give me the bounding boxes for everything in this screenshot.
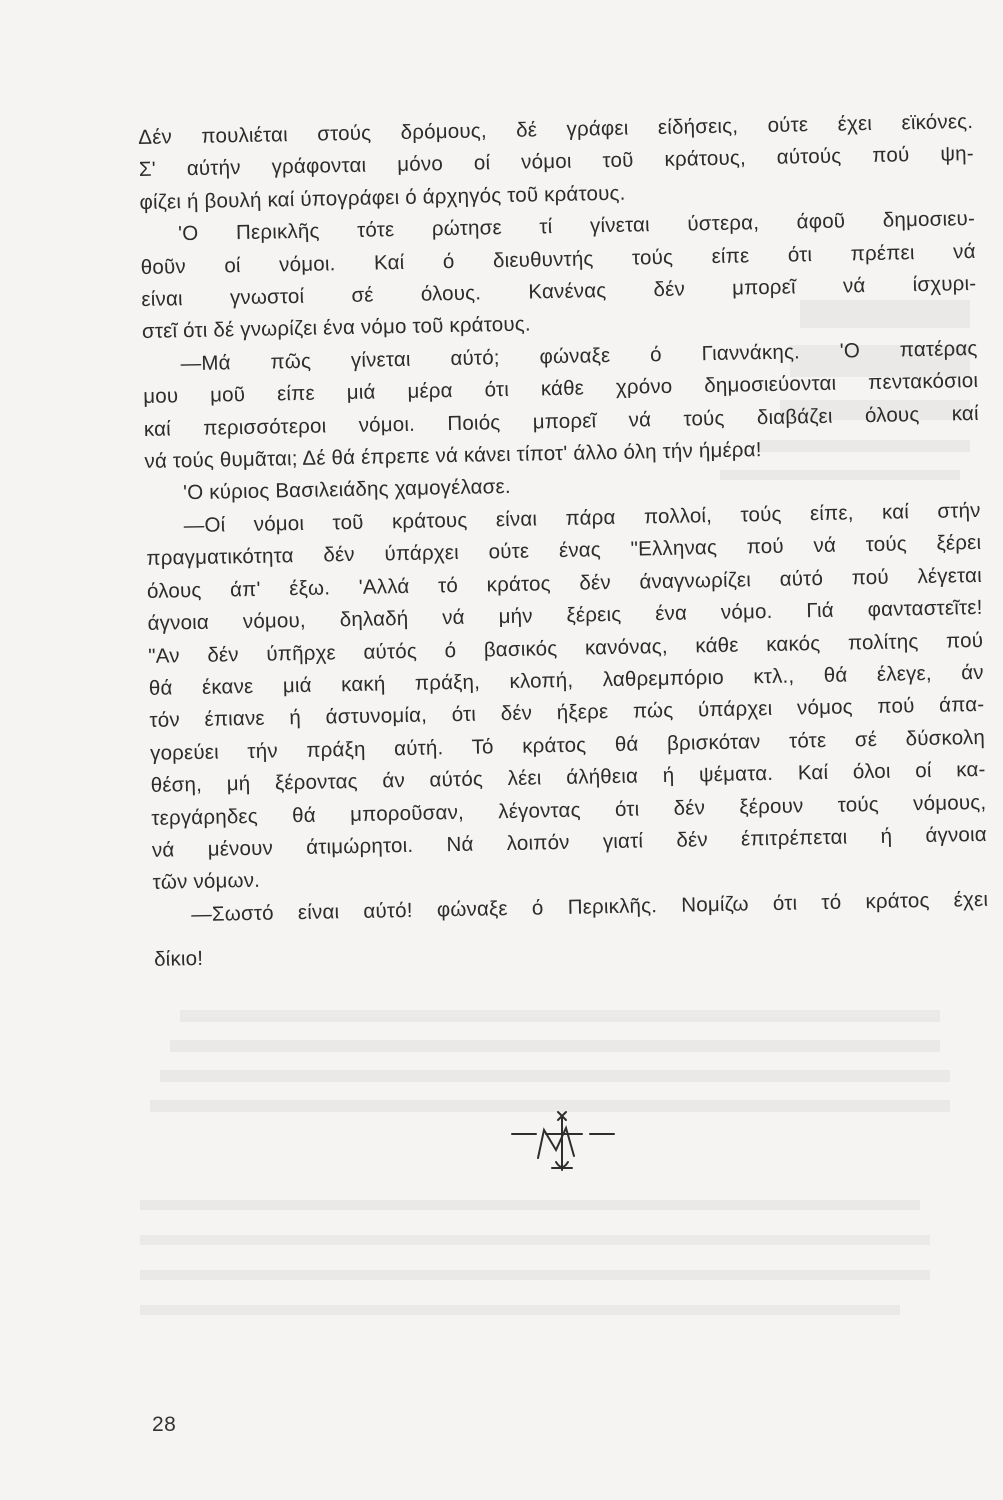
text-line: τῶν νόμων.: [152, 869, 261, 895]
text-line: νά τούς θυμᾶται; Δέ θά έπρεπε νά κάνει τίποτ' άλλο όλη τήν ήμέρα!: [144, 438, 762, 473]
text-line: καί περισσότεροι νόμοι. Ποιός μπορεῖ νά τούς διαβάζει όλους καί: [143, 401, 979, 441]
text-line: δίκιο!: [153, 947, 204, 971]
text-line: 'Ο Περικλῆς τότε ρώτησε τί γίνεται ύστερα, άφοῦ δημοσιευ-: [177, 207, 976, 246]
monogram-ornament-icon: [508, 1110, 618, 1180]
text-line: φίζει ή βουλή καί ύπογράφει ό άρχηγός τοῦ κράτους.: [139, 181, 626, 214]
text-line: θά έκανε μιά κακή πράξη, κλοπή, λαθρεμπόριο κτλ., θά έλεγε, άν: [148, 660, 984, 700]
text-line: —Οί νόμοι τοῦ κράτους είναι πάρα πολλοί, τούς είπε, καί στήν: [183, 498, 981, 538]
text-line: στεῖ ότι δέ γνωρίζει ένα νόμο τοῦ κράτους.: [141, 312, 531, 344]
text-line: "Αν δέν ύπῆρχε αύτός ό βασικός κανόνας, κάθε κακός πολίτης πού: [148, 628, 984, 668]
text-line: θοῦν οί νόμοι. Καί ό διευθυντής τούς είπε ότι πρέπει νά: [140, 239, 976, 279]
text-line: άγνοια νόμου, δηλαδή νά μήν ξέρεις ένα νόμο. Γιά φανταστεῖτε!: [147, 595, 983, 635]
text-line: πραγματικότητα δέν ύπάρχει ούτε ένας "Ελληνας πού νά τούς ξέρει: [146, 531, 982, 571]
text-line: τόν έπιανε ή άστυνομία, ότι δέν ήξερε πώς ύπάρχει νόμος πού άπα-: [149, 693, 985, 733]
text-line: γορεύει τήν πράξη αύτή. Τό κράτος θά βρισκόταν τότε σέ δύσκολη: [149, 725, 986, 765]
body-text: [138, 106, 989, 976]
text-line: Δέν πουλιέται στούς δρόμους, δέ γράφει είδήσεις, ούτε έχει εϊκόνες.: [138, 109, 974, 149]
text-line: είναι γνωστοί σέ όλους. Κανένας δέν μπορεῖ νά ίσχυρι-: [141, 271, 977, 311]
text-line: όλους άπ' έξω. 'Αλλά τό κράτος δέν άναγνωρίζει αύτό πού λέγεται: [146, 563, 983, 603]
text-line: νά μένουν άτιμώρητοι. Νά λοιπόν γιατί δέν έπιτρέπεται ή άγνοια: [151, 822, 988, 862]
text-line: —Σωστό είναι αύτό! φώναξε ό Περικλῆς. Νομίζω ότι τό κράτος έχει: [191, 887, 989, 926]
text-line: μου μοῦ είπε μιά μέρα ότι κάθε χρόνο δημοσιεύονται πεντακόσιοι: [143, 369, 979, 409]
text-line: τεργάρηδες θά μποροῦσαν, λέγοντας ότι δέν ξέρουν τούς νόμους,: [151, 790, 987, 830]
page-number: 28: [152, 1413, 177, 1436]
text-line: θέση, μή ξέροντας άν αύτός λέει άλήθεια ή ψέματα. Καί όλοι οί κα-: [150, 757, 986, 798]
text-line: —Μά πῶς γίνεται αύτό; φώναξε ό Γιαννάκης. 'Ο πατέρας: [180, 336, 978, 376]
text-line: 'Ο κύριος Βασιλειάδης χαμογέλασε.: [182, 475, 511, 505]
text-line: Σ' αύτήν γράφονται μόνο οί νόμοι τοῦ κράτους, αύτούς πού ψη-: [138, 142, 974, 182]
